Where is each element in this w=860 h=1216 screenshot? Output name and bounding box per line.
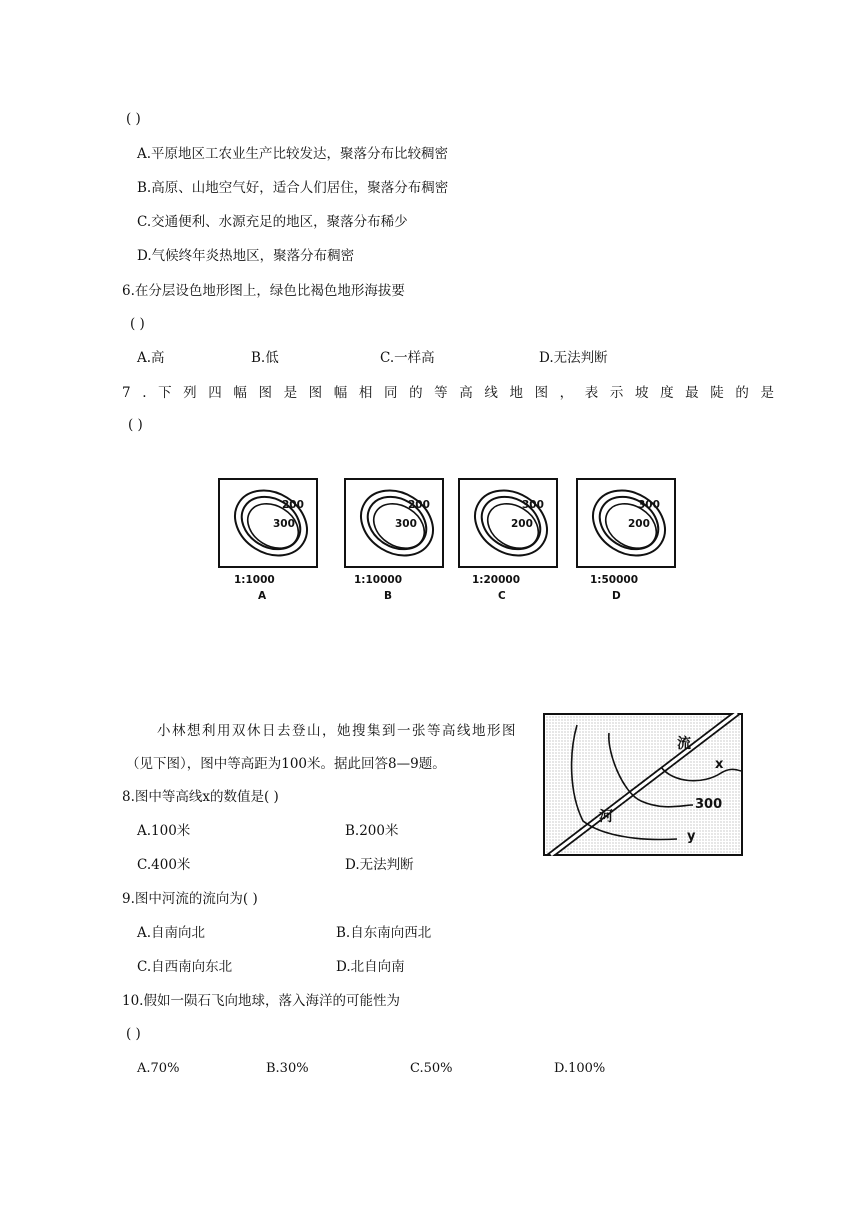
q8-option-b: B.200米: [345, 823, 399, 839]
q8-stem: 8.图中等高线x的数值是( ): [122, 789, 279, 805]
q10-answer-paren: ( ): [126, 1026, 141, 1042]
q9-option-b: B.自东南向西北: [336, 925, 432, 941]
q9-stem: 9.图中河流的流向为( ): [122, 891, 258, 907]
contour-map-b: [344, 478, 444, 568]
map-letter-a: A: [258, 590, 267, 602]
map-letter-c: C: [498, 590, 506, 602]
contour-label-outer: 200: [408, 499, 430, 511]
scale-a: 1:1000: [234, 574, 275, 586]
q5-option-d: D.气候终年炎热地区，聚落分布稠密: [137, 248, 355, 264]
contour-label-inner: 300: [395, 518, 417, 530]
q9-option-d: D.北自向南: [336, 959, 405, 975]
contour-label-x: x: [715, 757, 724, 772]
q6-stem: 6.在分层设色地形图上，绿色比褐色地形海拔要: [122, 283, 405, 299]
q10-option-c: C.50%: [410, 1061, 453, 1076]
intro-line-2: （见下图），图中等高距为100米。据此回答8—9题。: [126, 756, 446, 772]
river-label-1: 流: [677, 736, 691, 752]
q10-option-d: D.100%: [554, 1061, 606, 1076]
contour-label-300: 300: [695, 797, 723, 812]
q6-option-a: A.高: [137, 350, 165, 366]
map-letter-d: D: [612, 590, 621, 602]
intro-line-1: 小林想利用双休日去登山，她搜集到一张等高线地形图: [157, 723, 517, 739]
q6-option-b: B.低: [251, 350, 279, 366]
q7-contour-figure: [214, 474, 684, 609]
contour-map-a-drawing: [218, 478, 318, 568]
contour-label-outer: 200: [282, 499, 304, 511]
q10-option-b: B.30%: [266, 1061, 309, 1076]
contour-map-a: [218, 478, 318, 568]
scale-b: 1:10000: [354, 574, 403, 586]
q5-option-a: A.平原地区工农业生产比较发达，聚落分布比较稠密: [137, 146, 449, 162]
contour-label-inner: 200: [628, 518, 650, 530]
scale-d: 1:50000: [590, 574, 639, 586]
contour-label-outer: 300: [522, 499, 544, 511]
q8-option-d: D.无法判断: [345, 857, 414, 873]
contour-map-d: [576, 478, 676, 568]
q7-stem: 7.下列四幅图是图幅相同的等高线地图，表示坡度最陡的是: [122, 385, 786, 401]
contour-map-c: [458, 478, 558, 568]
q5-answer-paren: ( ): [126, 111, 141, 127]
contour-map-d-drawing: [576, 478, 676, 568]
scale-c: 1:20000: [472, 574, 521, 586]
contour-label-y: y: [687, 829, 696, 844]
q7-answer-paren: ( ): [128, 417, 143, 433]
contour-label-inner: 300: [273, 518, 295, 530]
q6-option-d: D.无法判断: [539, 350, 608, 366]
q6-answer-paren: ( ): [130, 316, 145, 332]
q9-option-a: A.自南向北: [137, 925, 206, 941]
contour-map-b-drawing: [344, 478, 444, 568]
q5-option-b: B.高原、山地空气好，适合人们居住，聚落分布稠密: [137, 180, 449, 196]
q10-stem: 10.假如一陨石飞向地球，落入海洋的可能性为: [122, 993, 400, 1009]
q8-option-c: C.400米: [137, 857, 191, 873]
contour-label-inner: 200: [511, 518, 533, 530]
topo-map-drawing: [543, 713, 743, 856]
q5-option-c: C.交通便利、水源充足的地区，聚落分布稀少: [137, 214, 408, 230]
q8-option-a: A.100米: [137, 823, 191, 839]
contour-map-c-drawing: [458, 478, 558, 568]
q6-option-c: C.一样高: [380, 350, 435, 366]
q9-option-c: C.自西南向东北: [137, 959, 233, 975]
contour-label-outer: 300: [638, 499, 660, 511]
map-letter-b: B: [384, 590, 393, 602]
q10-option-a: A.70%: [137, 1061, 180, 1076]
topo-map: [543, 713, 743, 856]
river-label-2: 河: [599, 809, 613, 825]
